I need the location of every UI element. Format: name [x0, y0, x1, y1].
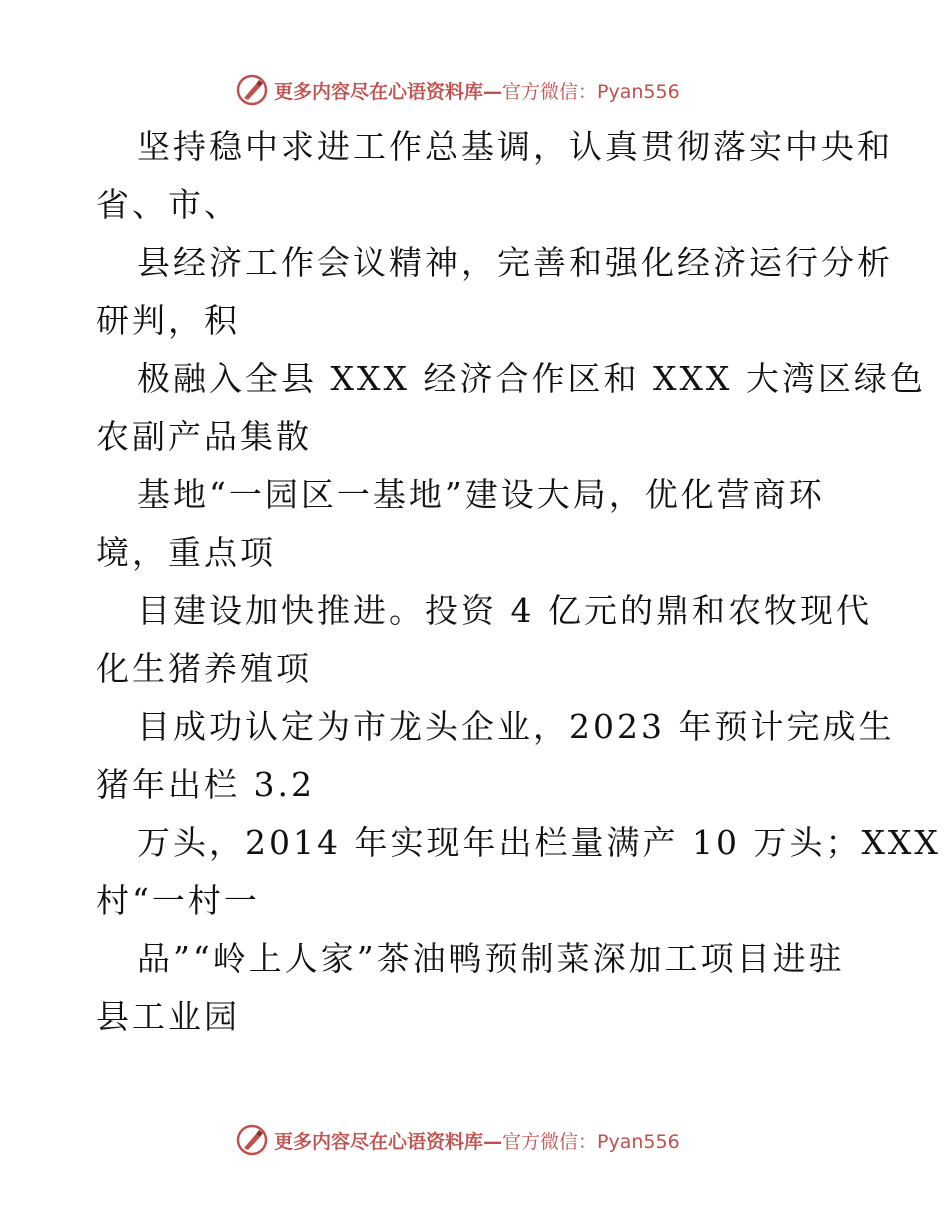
text-line: 极融入全县 XXX 经济合作区和 XXX 大湾区绿色: [137, 359, 926, 398]
text-line: 品”“岭上人家”茶油鸭预制菜深加工项目进驻: [137, 939, 845, 978]
header-banner: [236, 72, 680, 108]
text-line: 目建设加快推进。投资 4 亿元的鼎和农牧现代: [137, 591, 872, 630]
text-line: 县工业园: [96, 997, 240, 1036]
text-line: 万头，2014 年实现年出栏量满产 10 万头；XXX: [137, 823, 941, 862]
banner-text: 更多内容尽在心语资料库—官方微信：Pyan556: [274, 80, 680, 103]
text-line: 县经济工作会议精神，完善和强化经济运行分析: [137, 243, 893, 282]
text-line: 基地“一园区一基地”建设大局，优化营商环: [137, 475, 825, 514]
text-line: 研判，积: [96, 301, 240, 340]
text-line: 农副产品集散: [96, 417, 312, 456]
text-line: 化生猪养殖项: [96, 649, 312, 688]
footer-banner: [236, 1122, 680, 1158]
text-line: 省、市、: [96, 185, 240, 224]
text-line: 境，重点项: [96, 533, 276, 572]
pen-logo-icon: [236, 74, 268, 106]
text-line: 村“一村一: [96, 881, 260, 920]
text-line: 猪年出栏 3.2: [96, 765, 315, 804]
pen-logo-icon: [236, 1124, 268, 1156]
text-line: 坚持稳中求进工作总基调，认真贯彻落实中央和: [137, 127, 893, 166]
text-line: 目成功认定为市龙头企业，2023 年预计完成生: [137, 707, 895, 746]
banner-text: 更多内容尽在心语资料库—官方微信：Pyan556: [274, 1130, 680, 1153]
